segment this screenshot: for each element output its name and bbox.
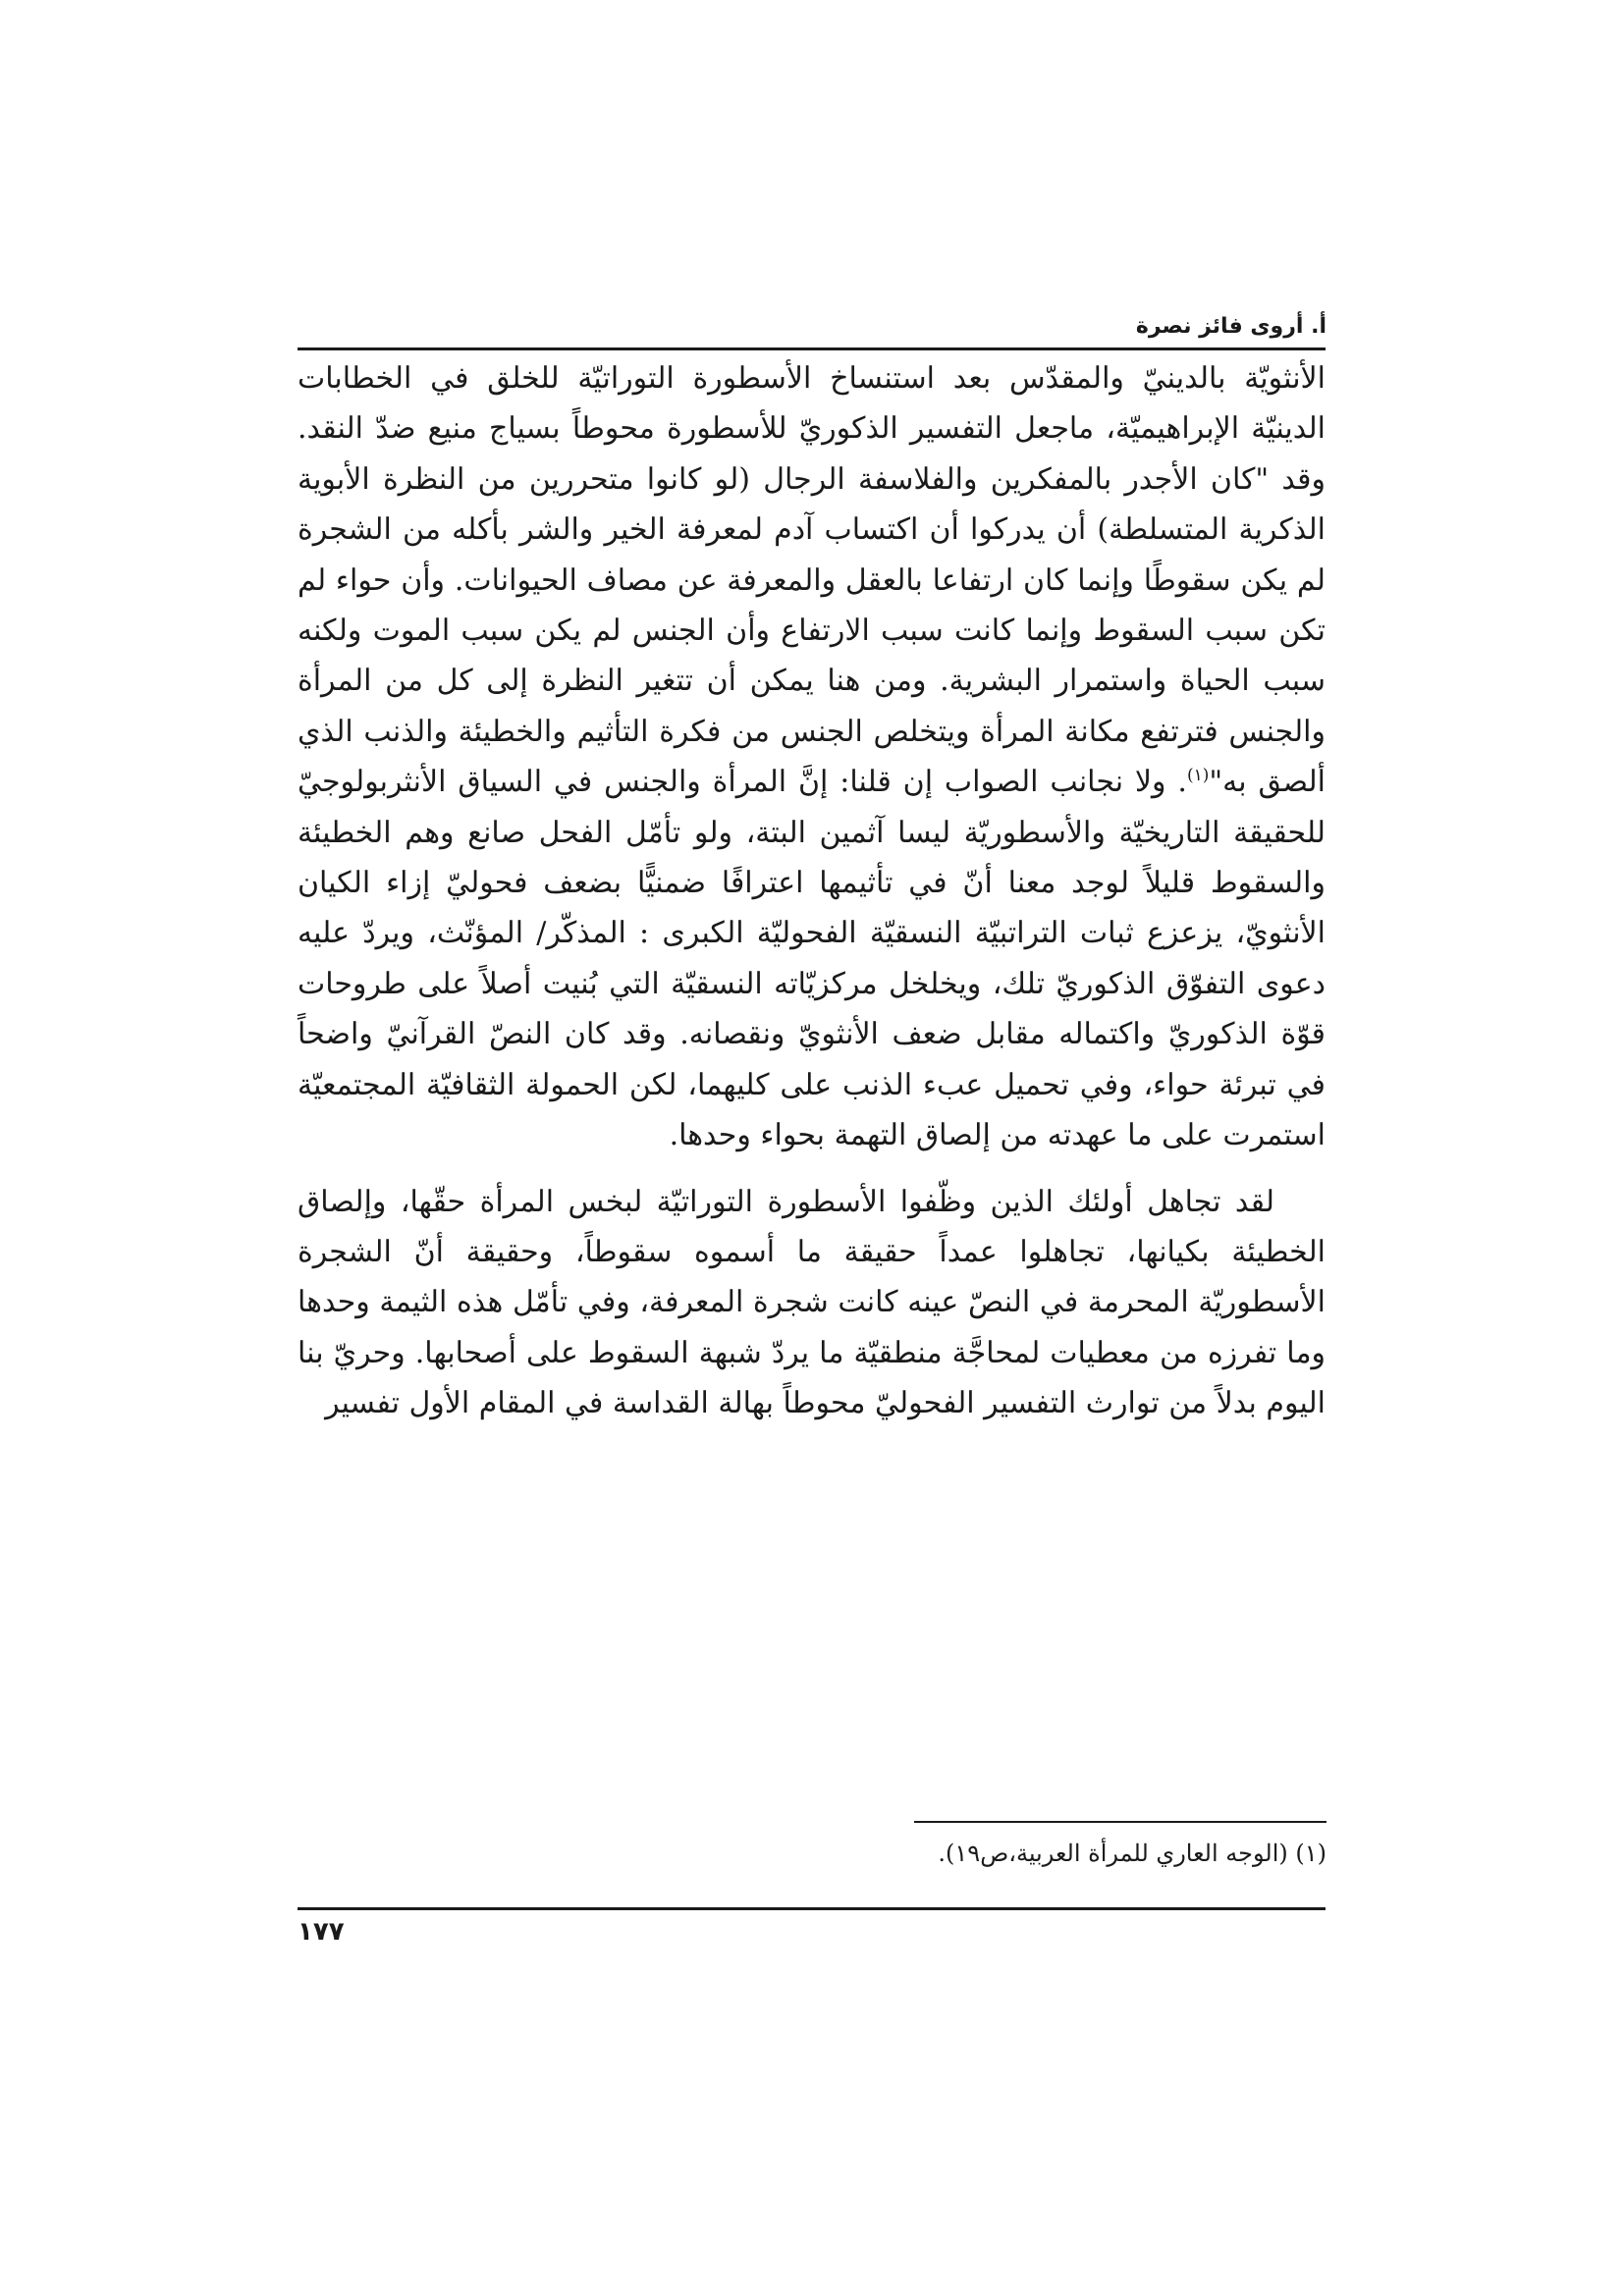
paragraph-1 (298, 353, 1326, 1161)
footnote-text: (١) (الوجه العاري للمرأة العربية،ص١٩). (938, 1840, 1326, 1867)
footnote-separator (914, 1821, 1326, 1823)
paragraph-1-text: الأنثويّة بالدينيّ والمقدّس بعد استنساخ الأسطورة التوراتيّة للخلق في الخطابات الدينيّة الإبراهيميّة، ماجعل التفسير الذكوريّ للأسطورة محوطاً بسياج منيع ضدّ النقد. وقد "كان الأجدر بالمفكرين والفلاسفة الرجال (لو كانوا متحررين من النظرة الأبوية الذكرية المتسلطة) أن يدركوا أن اكتساب آدم لمعرفة الخير والشر بأكله من الشجرة لم يكن سقوطًا وإنما كان ارتفاعا بالعقل والمعرفة عن مصاف الحيوانات. وأن حواء لم تكن سبب السقوط وإنما كانت سبب الارتفاع وأن الجنس لم يكن سبب الموت ولكنه سبب الحياة واستمرار البشرية. ومن هنا يمكن أن تتغير النظرة إلى كل من المرأة والجنس فترتفع مكانة المرأة ويتخلص الجنس من فكرة التأثيم والخطيئة والذنب الذي ألصق به" (298, 361, 1326, 800)
header-rule (298, 347, 1326, 350)
running-header-author: أ. أروى فائز نصرة (1135, 314, 1326, 339)
paragraph-1-continuation: . ولا نجانب الصواب إن قلنا: إنَّ المرأة والجنس في السياق الأنثربولوجيّ للحقيقة التاريخيّة والأسطوريّة ليسا آثمين البتة، ولو تأمّل الفحل صانع وهم الخطيئة والسقوط قليلاً لوجد معنا أنّ في تأثيمها اعترافًا ضمنيًّا بضعف فحوليّ إزاء الكيان الأنثويّ، يزعزع ثبات التراتبيّة النسقيّة الفحوليّة الكبرى : المذكّر/ المؤنّث، ويردّ عليه دعوى التفوّق الذكوريّ تلك، ويخلخل مركزيّاته النسقيّة التي بُنيت أصلاً على طروحات قوّة الذكوريّ واكتماله مقابل ضعف الأنثويّ ونقصانه. وقد كان النصّ القرآنيّ واضحاً في تبرئة حواء، وفي تحميل عبء الذنب على كليهما، لكن الحمولة الثقافيّة المجتمعيّة استمرت على ما عهدته من إلصاق التهمة بحواء وحدها. (298, 765, 1326, 1153)
footer-rule (298, 1907, 1326, 1910)
paragraph-2: لقد تجاهل أولئك الذين وظّفوا الأسطورة التوراتيّة لبخس المرأة حقّها، وإلصاق الخطيئة بكيانها، تجاهلوا عمداً حقيقة ما أسموه سقوطاً، وحقيقة أنّ الشجرة الأسطوريّة المحرمة في النصّ عينه كانت شجرة المعرفة، وفي تأمّل هذه الثيمة وحدها وما تفرزه من معطيات لمحاجَّة منطقيّة ما يردّ شبهة السقوط على أصحابها. وحريّ بنا اليوم بدلاً من توارث التفسير الفحوليّ محوطاً بهالة القداسة في المقام الأول تفسير (298, 1184, 1326, 1421)
body-text (298, 353, 1326, 1429)
page-number: ١٧٧ (298, 1917, 345, 1947)
footnote-reference[interactable]: (١) (1186, 766, 1210, 786)
